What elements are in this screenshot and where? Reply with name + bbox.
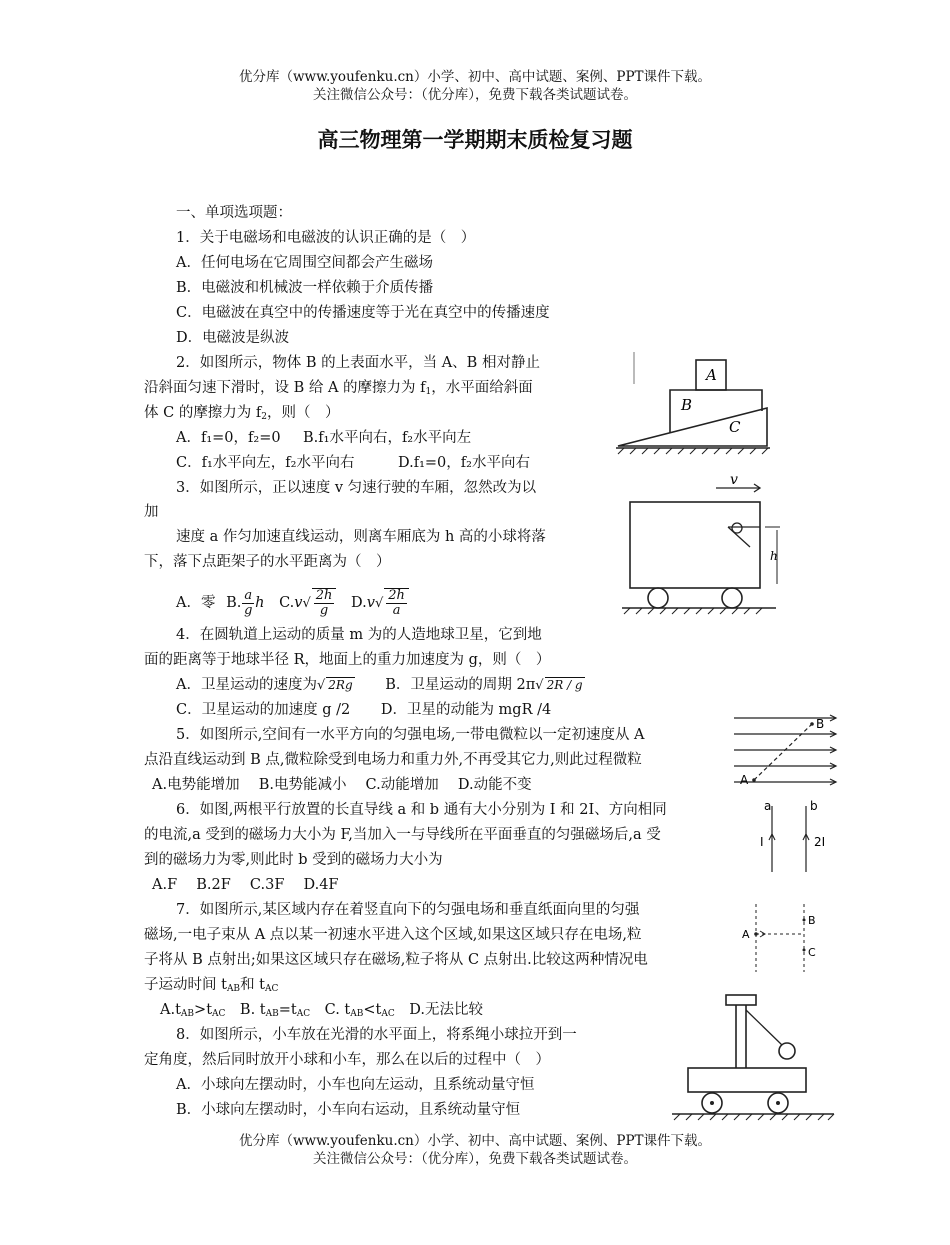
q2-option-b: B.f₁水平向右，f₂水平向左 (303, 430, 472, 446)
q7-line-4: 子运动时间 $t_{AB}$和 $t_{AC}$ (144, 977, 279, 994)
q8-option-b: B．小球向左摆动时，小车向右运动，且系统动量守恒 (176, 1102, 521, 1118)
q2-label-a: A (706, 366, 717, 384)
q6-line-2: 的电流,a 受到的磁场力大小为 F,当加入一与导线所在平面垂直的匀强磁场后,a 受 (144, 827, 661, 843)
q1-option-a: A．任何电场在它周围空间都会产生磁场 (176, 255, 433, 271)
header-line-2: 关注微信公众号：（优分库），免费下载各类试题试卷。 (313, 87, 637, 103)
q3-option-c: C.v√ $\frac{2h}{g}$ (279, 595, 336, 611)
section-heading: 一、单项选项题： (176, 205, 292, 221)
q3-option-b: B. $\frac{a}{g}$ h (226, 587, 265, 618)
q7-field-figure (738, 902, 828, 976)
q6-line-1: 6．如图,两根平行放置的长直导线 a 和 b 通有大小分别为 I 和 2I、方向相同 (176, 802, 667, 818)
q2-option-d: D.f₁=0，f₂水平向右 (398, 455, 530, 471)
q6-current-2i: 2I (814, 835, 826, 849)
q3-line-1: 3．如图所示，正以速度 v 匀速行驶的车厢，忽然改为以 (176, 480, 537, 496)
q6-wires-figure (752, 798, 842, 878)
q4-option-b: B．卫星运动的周期 2π√ 2R / g (385, 677, 583, 693)
q3-carriage-figure (620, 472, 780, 617)
q4-line-2: 面的距离等于地球半径 R，地面上的重力加速度为 g，则（ ） (144, 652, 551, 668)
q4-options-row-2 (176, 700, 551, 720)
q1-option-d: D．电磁波是纵波 (176, 330, 290, 346)
q3-velocity-label: v (730, 472, 738, 488)
q2-line-3: 体 C 的摩擦力为 $f_2$，则（ ） (144, 405, 340, 422)
header-line-1: 优分库（www.youfenku.cn）小学、初中、高中试题、案例、PPT课件下载。 (238, 69, 712, 85)
q8-cart-pendulum-figure (668, 990, 838, 1125)
q5-point-a: A (740, 773, 749, 787)
q4-option-d: D．卫星的动能为 mgR /4 (380, 702, 552, 718)
q7-line-1: 7．如图所示,某区域内存在着竖直向下的匀强电场和垂直纸面向里的匀强 (176, 902, 640, 918)
q4-option-c: C．卫星运动的加速度 g /2 (176, 702, 351, 718)
q4-line-1: 4．在圆轨道上运动的质量 m 为的人造地球卫星，它到地 (176, 627, 542, 643)
q2-label-c: C (729, 418, 741, 436)
q5-point-b: B (816, 717, 825, 731)
q7-options: $A.t_{AB}>t_{AC}$ B. $t_{AB}=t_{AC}$ C. $t_{AB}<t_{AC}$ D.无法比较 (160, 1002, 483, 1019)
q8-option-a: A．小球向左摆动时，小车也向左运动，且系统动量守恒 (176, 1077, 535, 1093)
q6-current-i: I (760, 835, 764, 849)
q5-field-figure (732, 712, 840, 792)
q3-height-label: h (770, 549, 778, 563)
q6-options: A.F B.2F C.3F D.4F (152, 877, 339, 893)
q6-wire-a-label: a (764, 799, 772, 813)
q3-line-2: 加 (144, 504, 159, 520)
q2-option-a: A．f₁=0，f₂=0 (176, 430, 281, 446)
q3-line-3: 速度 a 作匀加速直线运动，则离车厢底为 h 高的小球将落 (176, 529, 546, 545)
q7-line-3: 子将从 B 点射出;如果这区域只存在磁场,粒子将从 C 点射出.比较这两种情况电 (144, 952, 648, 968)
q8-line-2: 定角度，然后同时放开小球和小车，那么在以后的过程中（ ） (144, 1052, 550, 1068)
q7-point-b: B (808, 914, 816, 927)
q3-option-d: D.v√ $\frac{2h}{a}$ (351, 595, 409, 611)
q6-line-3: 到的磁场力为零,则此时 b 受到的磁场力大小为 (144, 852, 443, 868)
q8-line-1: 8．如图所示，小车放在光滑的水平面上，将系绳小球拉开到一 (176, 1027, 577, 1043)
q4-option-a: A．卫星运动的速度为√ 2Rg (176, 677, 353, 693)
q2-option-c: C．f₁水平向左，f₂水平向右 (176, 455, 355, 471)
footer-line-1: 优分库（www.youfenku.cn）小学、初中、高中试题、案例、PPT课件下载。 (238, 1133, 712, 1149)
q2-line-2: 沿斜面匀速下滑时，设 B 给 A 的摩擦力为 $f_1$，水平面给斜面 (144, 380, 533, 397)
q1-stem: 1．关于电磁场和电磁波的认识正确的是（ ） (176, 230, 476, 246)
q7-point-c: C (808, 946, 816, 959)
q4-options-row-1 (176, 675, 585, 696)
q3-option-a: A．零 (176, 595, 216, 611)
page-title: 高三物理第一学期期末质检复习题 (317, 128, 633, 152)
q5-line-2: 点沿直线运动到 B 点,微粒除受到电场力和重力外,不再受其它力,则此过程微粒 (144, 752, 642, 768)
q2-line-1: 2．如图所示，物体 B 的上表面水平，当 A、B 相对静止 (176, 355, 540, 371)
q1-option-c: C．电磁波在真空中的传播速度等于光在真空中的传播速度 (176, 305, 550, 321)
q5-options: A.电势能增加 B.电势能减小 C.动能增加 D.动能不变 (152, 777, 532, 793)
q7-line-2: 磁场,一电子束从 A 点以某一初速水平进入这个区域,如果这区域只存在电场,粒 (144, 927, 642, 943)
q7-point-a: A (742, 928, 750, 941)
q6-wire-b-label: b (810, 799, 818, 813)
q3-line-4: 下，落下点距架子的水平距离为（ ） (144, 554, 391, 570)
q3-options (176, 588, 409, 618)
footer-line-2: 关注微信公众号：（优分库），免费下载各类试题试卷。 (313, 1151, 637, 1167)
q1-option-b: B．电磁波和机械波一样依赖于介质传播 (176, 280, 434, 296)
q2-incline-figure (612, 350, 772, 455)
q2-label-b: B (681, 396, 693, 414)
q5-line-1: 5．如图所示,空间有一水平方向的匀强电场,一带电微粒以一定初速度从 A (176, 727, 645, 743)
